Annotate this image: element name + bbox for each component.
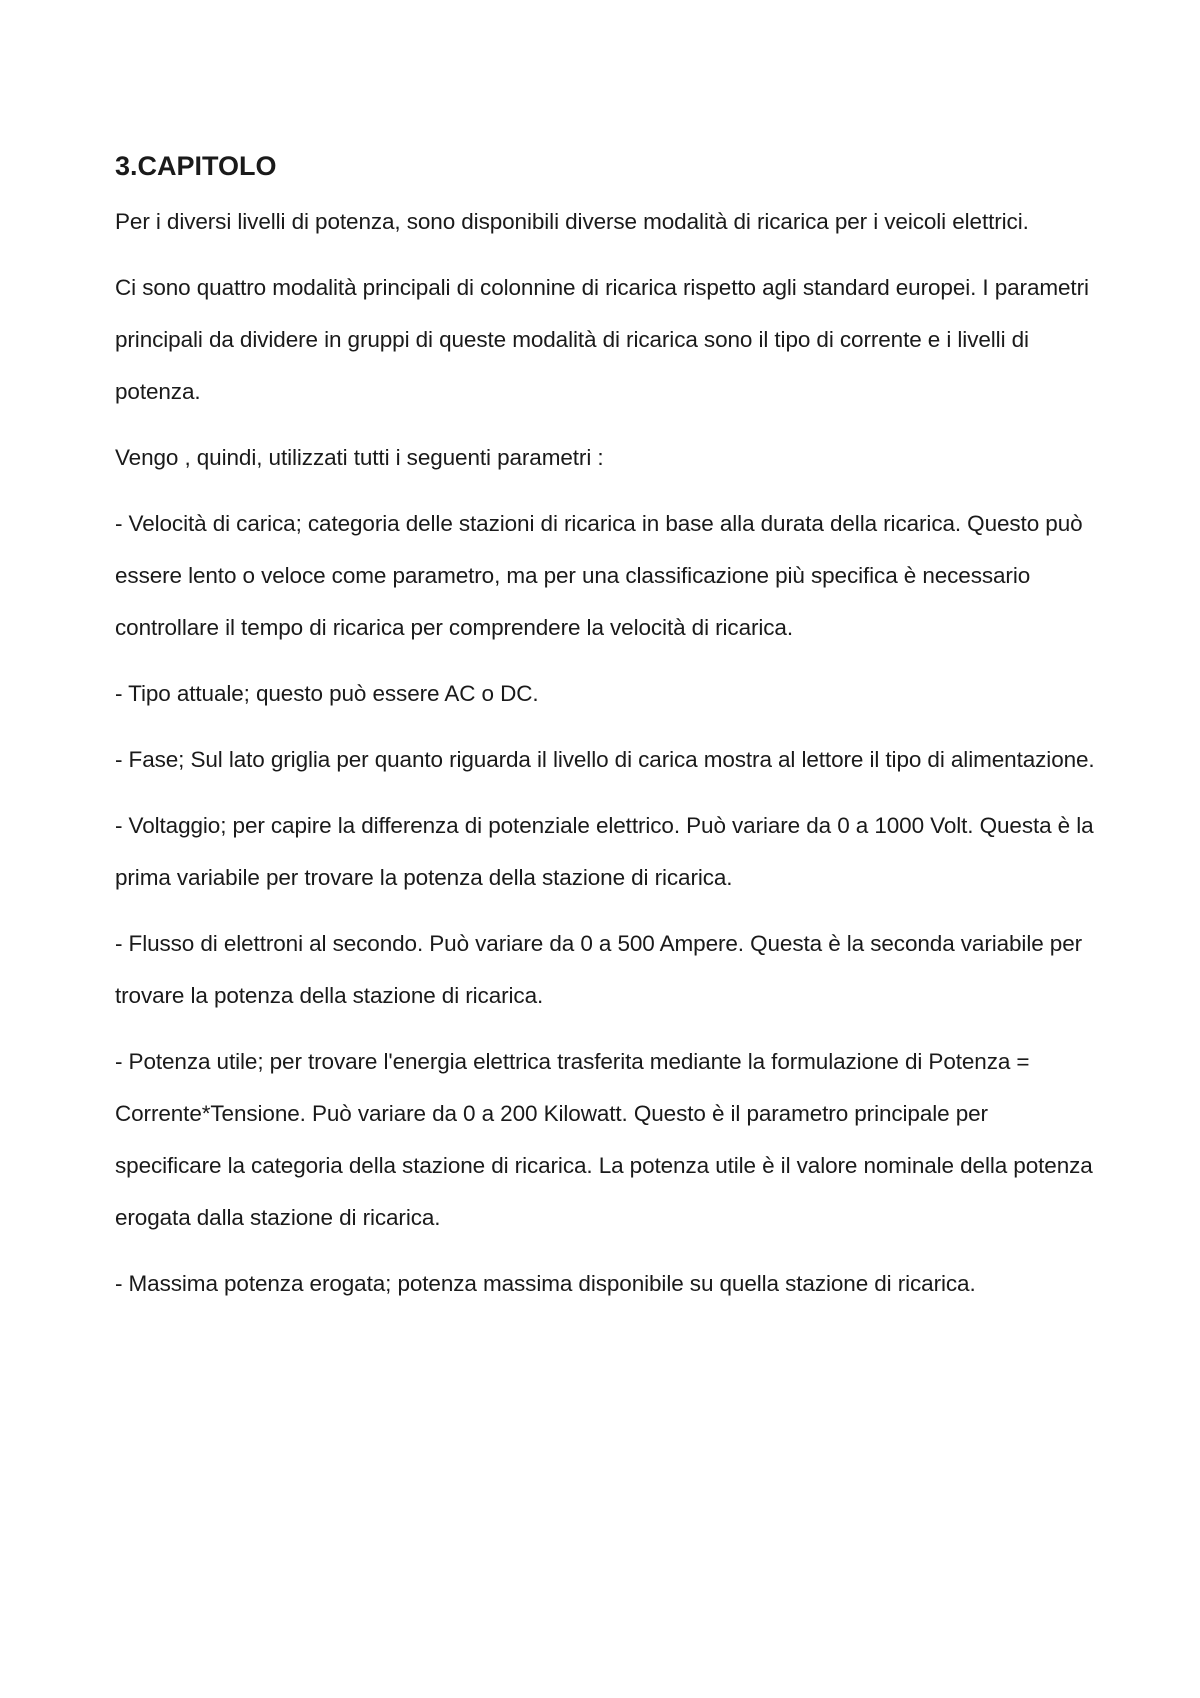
paragraph-useful-power: - Potenza utile; per trovare l'energia elettrica trasferita mediante la formulazione di Potenza = Corrente*Tensione. Può variare da 0 a 200 Kilowatt. Questo è il parametro principale per specificare la categoria della stazione di ricarica. La potenza utile è il valore nominale della potenza erogata dalla stazione di ricarica. (115, 1049, 1093, 1230)
paragraph-charging-speed: - Velocità di carica; categoria delle stazioni di ricarica in base alla durata della ricarica. Questo può essere lento o veloce come parametro, ma per una classificazione più specifica è necessario controllare il tempo di ricarica per comprendere la velocità di ricarica. (115, 511, 1083, 640)
paragraph-voltage: - Voltaggio; per capire la differenza di potenziale elettrico. Può variare da 0 a 1000 Volt. Questa è la prima variabile per trovare la potenza della stazione di ricarica. (115, 813, 1094, 890)
paragraph-modes: Ci sono quattro modalità principali di colonnine di ricarica rispetto agli standard europei. I parametri principali da dividere in gruppi di queste modalità di ricarica sono il tipo di corrente e i livelli di potenza. (115, 275, 1089, 404)
paragraph-phase: - Fase; Sul lato griglia per quanto riguarda il livello di carica mostra al lettore il tipo di alimentazione. (115, 747, 1095, 772)
paragraph-max-power: - Massima potenza erogata; potenza massima disponibile su quella stazione di ricarica. (115, 1271, 976, 1296)
paragraph-intro: Per i diversi livelli di potenza, sono disponibili diverse modalità di ricarica per i veicoli elettrici. (115, 209, 1029, 234)
paragraph-current-flow: - Flusso di elettroni al secondo. Può variare da 0 a 500 Ampere. Questa è la seconda variabile per trovare la potenza della stazione di ricarica. (115, 931, 1083, 1008)
paragraph-current-type: - Tipo attuale; questo può essere AC o DC. (115, 681, 539, 706)
paragraph-parameters-intro: Vengo , quindi, utilizzati tutti i seguenti parametri : (115, 445, 604, 470)
chapter-title: 3.CAPITOLO (115, 151, 277, 181)
